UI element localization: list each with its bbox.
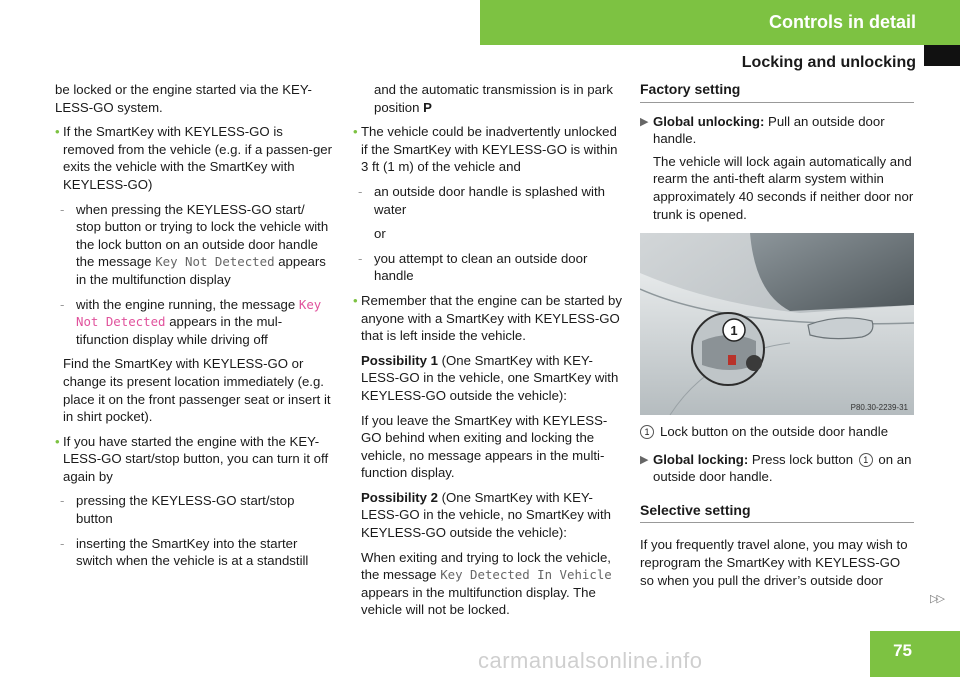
callout-number: 1 bbox=[730, 323, 738, 338]
instruction-step: ▶ Global unlocking: Pull an outside door handle. bbox=[640, 113, 885, 147]
instruction-step: ▶ Global locking: Press lock button 1 on an outside door handle. bbox=[640, 451, 912, 485]
bullet-item: • The vehicle could be inadvertently unlocked if the SmartKey with KEYLESS-GO is within 3 ft (1 m) of the vehicle and bbox=[353, 124, 618, 175]
dash-icon: - bbox=[60, 296, 65, 312]
dash-icon: - bbox=[358, 250, 363, 266]
section-tab-marker bbox=[924, 45, 960, 66]
dash-item: - with the engine running, the message Key Not Detected appears in the mul-tifunction display while driving off bbox=[60, 296, 322, 347]
selective-setting-heading: Selective setting bbox=[640, 502, 914, 524]
bullet-icon: • bbox=[55, 433, 60, 449]
door-handle-illustration bbox=[640, 233, 914, 415]
dash-icon: - bbox=[60, 201, 65, 217]
bullet-item: • If the SmartKey with KEYLESS-GO is removed from the vehicle (e.g. if a passen-ger exits the vehicle with the SmartKey with KEYLESS-GO) bbox=[55, 124, 333, 192]
paragraph: Possibility 2 (One SmartKey with KEY-LESS-GO in the vehicle, no SmartKey with KEYLESS-GO outside the vehicle): bbox=[361, 489, 611, 541]
dash-item: - an outside door handle is splashed with water bbox=[358, 183, 605, 217]
bullet-icon: • bbox=[353, 292, 358, 308]
column-right bbox=[640, 81, 914, 223]
callout-one-icon: 1 bbox=[859, 453, 873, 467]
dash-item: - pressing the KEYLESS-GO start/stop button bbox=[60, 493, 295, 527]
paragraph: or bbox=[374, 226, 386, 242]
bullet-item: • If you have started the engine with the KEY-LESS-GO start/stop button, you can turn it off again by bbox=[55, 433, 329, 484]
bullet-icon: • bbox=[55, 124, 60, 140]
column-right-lower bbox=[640, 423, 914, 589]
column-left bbox=[55, 81, 332, 570]
chapter-title: Controls in detail bbox=[768, 12, 916, 32]
bullet-icon: • bbox=[353, 124, 358, 140]
arrow-icon: ▶ bbox=[640, 115, 649, 128]
paragraph: Find the SmartKey with KEYLESS-GO or change its present location immediately (e.g. place it on the front passenger seat or insert it in shirt pocket). bbox=[63, 356, 331, 425]
image-code: P80.30-2239-31 bbox=[850, 403, 908, 412]
paragraph: and the automatic transmission is in park position P bbox=[374, 82, 613, 115]
dash-item: - when pressing the KEYLESS-GO start/ stop button or trying to lock the vehicle with the lock button on an outside door handle the message Key Not Detected appears in the multifunction display bbox=[60, 201, 329, 287]
dash-icon: - bbox=[60, 535, 65, 551]
paragraph: When exiting and trying to lock the vehicle, the message Key Detected In Vehicle appears in the multifunction display. The vehicle will not be locked. bbox=[361, 549, 612, 618]
display-message: Key Not Detected bbox=[76, 296, 322, 330]
page-number: 75 bbox=[893, 641, 912, 660]
watermark: carmanualsonline.info bbox=[478, 648, 703, 673]
display-message: Key Detected In Vehicle bbox=[440, 567, 612, 583]
paragraph: be locked or the engine started via the KEY-LESS-GO system. bbox=[55, 82, 312, 115]
page-number-box bbox=[870, 631, 960, 677]
image-caption: 1 Lock button on the outside door handle bbox=[640, 423, 914, 441]
paragraph: The vehicle will lock again automatically and rearm the anti-theft alarm system within approximately 40 seconds if neither door nor trunk is opened. bbox=[653, 153, 914, 222]
dash-icon: - bbox=[358, 183, 363, 199]
bullet-item: • Remember that the engine can be started by anyone with a SmartKey with KEYLESS-GO that is left inside the vehicle. bbox=[353, 292, 622, 344]
display-message: Key Not Detected bbox=[155, 254, 275, 270]
paragraph: If you leave the SmartKey with KEYLESS-GO behind when exiting and locking the vehicle, no message appears in the multi-function display. bbox=[361, 412, 608, 481]
dash-item: - inserting the SmartKey into the starter switch when the vehicle is at a standstill bbox=[60, 535, 309, 569]
dash-item: - you attempt to clean an outside door handle bbox=[358, 250, 588, 284]
callout-one-icon: 1 bbox=[640, 425, 654, 439]
continue-icon: ▷▷ bbox=[930, 593, 943, 605]
column-middle bbox=[353, 81, 624, 619]
factory-setting-heading: Factory setting bbox=[640, 81, 914, 103]
arrow-icon: ▶ bbox=[640, 453, 649, 466]
section-title: Locking and unlocking bbox=[741, 54, 916, 71]
dash-icon: - bbox=[60, 493, 65, 509]
paragraph: Possibility 1 (One SmartKey with KEY-LESS-GO in the vehicle, one SmartKey with KEYLESS-GO outside the vehicle): bbox=[361, 352, 619, 403]
paragraph: If you frequently travel alone, you may wish to reprogram the SmartKey with KEYLESS-GO so when you pull the driver’s outside door bbox=[640, 537, 908, 588]
